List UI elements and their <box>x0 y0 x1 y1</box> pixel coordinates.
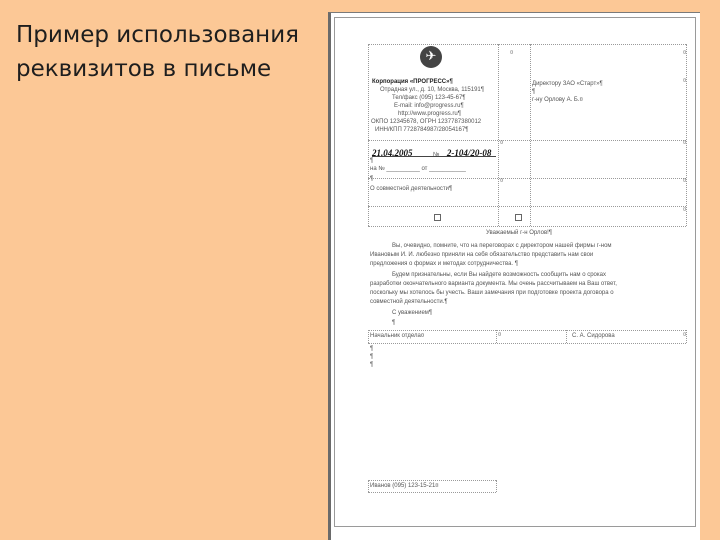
body-line: Ивановым И. И. любезно приняли на себя обязательство представить нам свои <box>370 252 594 258</box>
org-name: Корпорация «ПРОГРЕСС»¶ <box>372 79 453 85</box>
number-sign: № <box>432 152 440 158</box>
pilcrow: ¶ <box>370 362 374 368</box>
cell-mark: ¤ <box>500 140 504 146</box>
table-border-top <box>368 44 686 45</box>
signature-table-top <box>368 330 686 331</box>
cell-mark: ¤ <box>683 178 687 184</box>
org-okpo-ogrn: ОКПО 12345678, ОГРН 1237787380012 <box>371 119 482 125</box>
cell-box-marker <box>434 214 441 221</box>
signature-table-bottom <box>368 343 686 344</box>
body-line: поскольку мы хотелось бы учесть. Ваши замечания при подготовке проекта договора о <box>370 290 614 296</box>
body-line: Вы, очевидно, помните, что на переговорах с директором нашей фирмы г-ном <box>392 243 612 249</box>
cell-box-marker <box>515 214 522 221</box>
slide-title-line-1: Пример использования <box>16 22 299 48</box>
footer-table-left <box>368 480 369 492</box>
date-number-line <box>372 143 491 161</box>
body-line: предложения о формах и методах сотрудничества. ¶ <box>370 261 518 267</box>
cell-mark: ¤ <box>683 50 687 56</box>
body-line: разработки окончательного варианта документа. Мы очень рассчитываем на Ваш ответ, <box>370 281 617 287</box>
signature-table-left <box>368 330 369 343</box>
table-border-left <box>368 44 369 226</box>
salutation: Уважаемый г-н Орлов!¶ <box>486 230 553 236</box>
body-line: совместной деятельности.¶ <box>370 299 448 305</box>
org-website: http://www.progress.ru¶ <box>398 111 461 117</box>
table-border-bottom <box>368 226 686 227</box>
cell-mark: ¤ <box>683 207 687 213</box>
footer-table-bottom <box>368 492 496 493</box>
pilcrow: ¶ <box>392 320 396 326</box>
letter-number: 2-104/20-08 <box>446 148 492 158</box>
org-phone: Тел/факс (095) 123-45-67¶ <box>392 95 466 101</box>
cell-mark: ¤ <box>683 78 687 84</box>
recipient-blank: ¶ <box>532 89 536 95</box>
airplane-logo-icon: ✈ <box>420 46 442 68</box>
table-border-mid-1 <box>498 44 499 226</box>
footer-table-right <box>496 480 497 492</box>
cell-mark: ¤ <box>683 332 687 338</box>
body-line: Будем признательны, если Вы найдете возможность сообщить нам о сроках <box>392 272 606 278</box>
pilcrow: ¶ <box>370 176 374 182</box>
cell-mark: ¤ <box>510 50 514 56</box>
date-number-underline <box>372 156 496 157</box>
cell-mark: ¤ <box>498 332 502 338</box>
org-email: E-mail: info@progress.ru¶ <box>394 103 464 109</box>
pilcrow: ¶ <box>370 158 374 164</box>
cell-mark: ¤ <box>500 178 504 184</box>
reference-line: на № __________ от ___________ <box>370 166 466 172</box>
pilcrow: ¶ <box>370 346 374 352</box>
slide-title-line-2: реквизитов в письме <box>16 56 272 82</box>
footer-executor: Иванов (095) 123-15-21¤ <box>370 483 439 489</box>
recipient-position: Директору ЗАО «Старт»¶ <box>532 81 603 87</box>
letter-subject: О совместной деятельности¶ <box>370 186 453 192</box>
slide-title <box>16 18 326 86</box>
table-border-mid-2 <box>530 44 531 226</box>
table-border-row-1 <box>368 140 686 141</box>
table-border-row-3 <box>368 206 686 207</box>
recipient-name: г-ну Орлову А. Б.¤ <box>532 97 583 103</box>
signature-table-mid-2 <box>566 330 567 343</box>
table-border-row-2 <box>368 178 686 179</box>
signature-table-mid-1 <box>496 330 497 343</box>
signer-name: С. А. Сидорова <box>572 333 615 339</box>
org-address: Отрадная ул., д. 10, Москва, 115191¶ <box>380 87 484 93</box>
table-border-right <box>686 44 687 226</box>
pilcrow: ¶ <box>370 354 374 360</box>
org-inn-kpp: ИНН/КПП 7728784987/28054167¶ <box>375 127 469 133</box>
footer-table-top <box>368 480 496 481</box>
letter-date: 21.04.2005 <box>372 148 413 158</box>
signer-title: Начальник отдела¤ <box>370 333 425 339</box>
closing: С уважением¶ <box>392 310 433 316</box>
cell-mark: ¤ <box>683 140 687 146</box>
